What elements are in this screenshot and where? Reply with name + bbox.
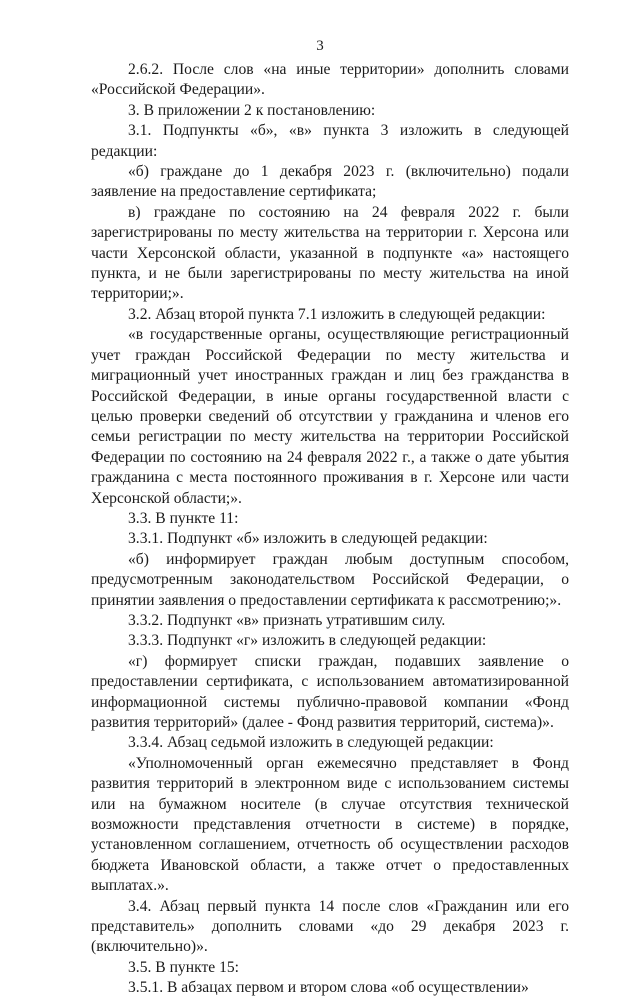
paragraph-3-3-2: 3.3.2. Подпункт «в» признать утратившим силу. [128,611,446,629]
paragraph-forms-lists: «г) формирует списки граждан, подавших заявление о предоставлении сертификата, с использованием автоматизированной информационной системы публично-правовой компании «Фонд развития территорий» (далее - Фонд развития территорий, система)». [91,652,569,731]
paragraph-subitem-v: в) граждане по состоянию на 24 февраля 2022 г. были зарегистрированы по месту жительства на территории г. Херсона или части Херсонской области, указанной в подпункте «а» настоящего пункта, и не были зарегистрированы по месту жительства на иной территории;». [91,203,569,303]
document-body [91,60,569,999]
paragraph-3-3-1: 3.3.1. Подпункт «б» изложить в следующей редакции: [128,530,488,548]
paragraph-authorized-body: «Уполномоченный орган ежемесячно представляет в Фонд развития территорий в электронном виде с использованием системы или на бумажном носителе (в случае отсутствия технической возможности представления отчетности в системе) в порядке, установленном соглашением, отчетность об осуществлении расходов бюджета Ивановской области, а также отчет о предоставленных выплатах.». [91,754,569,895]
paragraph-3-3: 3.3. В пункте 11: [128,509,239,527]
paragraph-2-6-2: 2.6.2. После слов «на иные территории» дополнить словами «Российской Федерации». [91,61,569,99]
paragraph-3-5: 3.5. В пункте 15: [128,958,240,976]
paragraph-3-4: 3.4. Абзац первый пункта 14 после слов «Гражданин или его представитель» дополнить словами «до 29 декабря 2023 г. (включительно)». [91,897,569,956]
paragraph-3-2: 3.2. Абзац второй пункта 7.1 изложить в следующей редакции: [128,305,546,323]
page-number: 3 [316,38,324,54]
paragraph-state-bodies: «в государственные органы, осуществляющие регистрационный учет граждан Российской Федерации по месту жительства и миграционный учет иностранных граждан и лиц без гражданства в Российской Федерации, в иные органы государственной власти с целью проверки сведений об отсутствии у гражданина и членов его семьи регистрации по месту жительства на территории Российской Федерации по состоянию на 24 февраля 2022 г., а также о дате убытия гражданина с места постоянного проживания в г. Херсоне или части Херсонской области;». [91,326,569,507]
paragraph-3-5-1: 3.5.1. В абзацах первом и втором слова «об осуществлении» [128,979,529,997]
paragraph-3-3-3: 3.3.3. Подпункт «г» изложить в следующей редакции: [128,632,487,650]
paragraph-3-3-4: 3.3.4. Абзац седьмой изложить в следующей редакции: [128,734,494,752]
paragraph-3: 3. В приложении 2 к постановлению: [128,101,376,119]
paragraph-subitem-b: «б) граждане до 1 декабря 2023 г. (включительно) подали заявление на предоставление сертификата; [91,163,569,201]
paragraph-informs: «б) информирует граждан любым доступным способом, предусмотренным законодательством Российской Федерации, о принятии заявления о предоставлении сертификата к рассмотрению;». [91,550,569,609]
paragraph-3-1: 3.1. Подпункты «б», «в» пункта 3 изложить в следующей редакции: [91,122,569,160]
